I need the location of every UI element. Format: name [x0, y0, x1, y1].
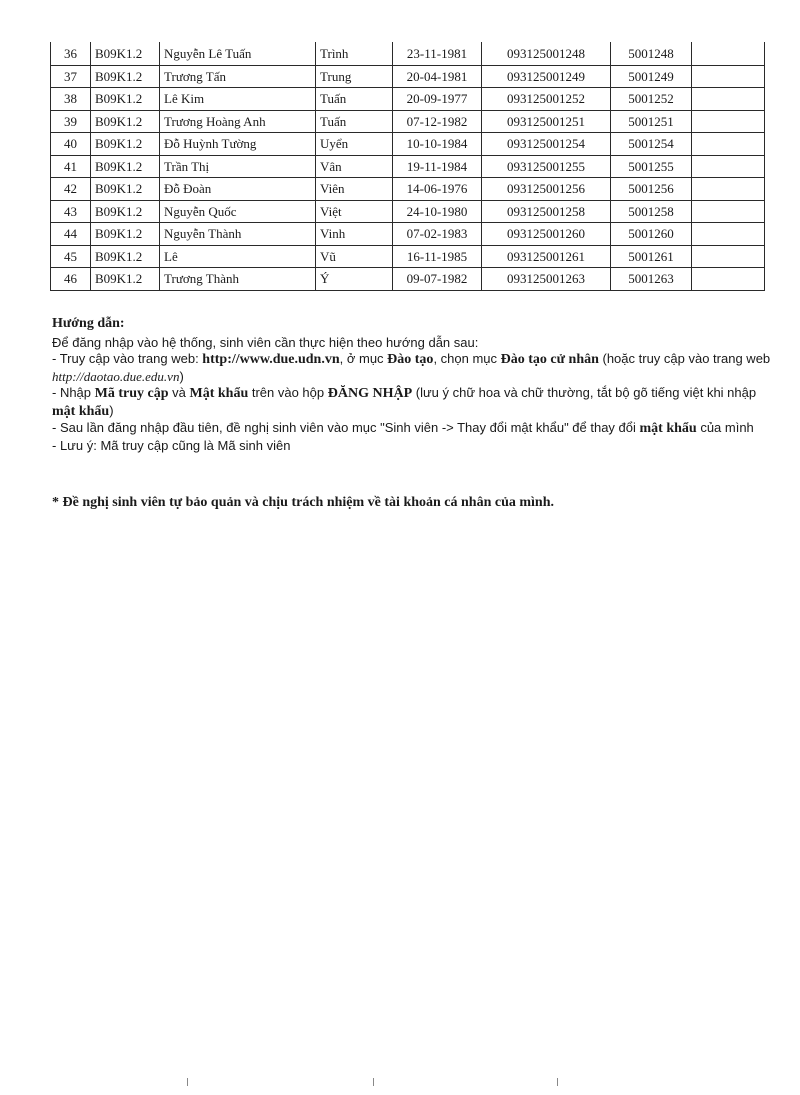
login-box-label: ĐĂNG NHẬP	[327, 386, 413, 401]
password-cell: 5001252	[611, 88, 692, 111]
access-code-cell: 093125001252	[482, 88, 611, 111]
class-code-cell: B09K1.2	[91, 155, 160, 178]
last-middle-name-cell: Nguyễn Thành	[160, 223, 316, 246]
table-row	[51, 110, 765, 133]
scan-mark	[557, 1078, 558, 1086]
step1-text-b: , ở mục	[339, 351, 388, 366]
row-number-cell: 41	[51, 155, 91, 178]
step3-text-a: - Sau lần đăng nhập đầu tiên, đề nghị sinh viên vào mục "Sinh viên -> Thay đổi mật khẩu" để thay đổi	[52, 420, 640, 435]
first-name-cell: Vinh	[316, 223, 393, 246]
step1-text-a: - Truy cập vào trang web:	[52, 351, 203, 366]
table-row	[51, 178, 765, 201]
guide-title: Hướng dẫn:	[52, 316, 125, 331]
step2-text-a: - Nhập	[52, 385, 95, 400]
student-table-body	[51, 43, 765, 291]
last-middle-name-cell: Trương Tấn	[160, 65, 316, 88]
step1-text-e: )	[179, 368, 184, 384]
birth-date-cell: 10-10-1984	[393, 133, 482, 156]
class-code-cell: B09K1.2	[91, 223, 160, 246]
empty-cell-cell	[692, 110, 765, 133]
step1-text-c: , chọn mục	[433, 351, 501, 366]
empty-cell-cell	[692, 155, 765, 178]
access-code-cell: 093125001260	[482, 223, 611, 246]
guide-step-2	[52, 385, 772, 420]
table-row	[51, 65, 765, 88]
step2-text-d: (lưu ý chữ hoa và chữ thường, tắt bộ gõ tiếng việt khi nhập	[412, 385, 757, 400]
birth-date-cell: 16-11-1985	[393, 245, 482, 268]
class-code-cell: B09K1.2	[91, 178, 160, 201]
access-code-cell: 093125001254	[482, 133, 611, 156]
row-number-cell: 45	[51, 245, 91, 268]
class-code-cell: B09K1.2	[91, 88, 160, 111]
empty-cell-cell	[692, 88, 765, 111]
row-number-cell: 43	[51, 200, 91, 223]
row-number-cell: 44	[51, 223, 91, 246]
first-name-cell: Việt	[316, 200, 393, 223]
empty-cell-cell	[692, 133, 765, 156]
first-name-cell: Viên	[316, 178, 393, 201]
empty-cell-cell	[692, 65, 765, 88]
last-middle-name-cell: Trương Hoàng Anh	[160, 110, 316, 133]
class-code-cell: B09K1.2	[91, 245, 160, 268]
menu-dao-tao: Đào tạo	[387, 352, 434, 367]
due-website-link[interactable]: http://www.due.udn.vn	[202, 352, 340, 367]
birth-date-cell: 24-10-1980	[393, 200, 482, 223]
birth-date-cell: 07-02-1983	[393, 223, 482, 246]
row-number-cell: 46	[51, 268, 91, 291]
table-row	[51, 88, 765, 111]
table-row	[51, 223, 765, 246]
last-middle-name-cell: Trương Thành	[160, 268, 316, 291]
empty-cell-cell	[692, 43, 765, 66]
menu-dao-tao-cu-nhan: Đào tạo cử nhân	[500, 352, 599, 367]
access-code-cell: 093125001263	[482, 268, 611, 291]
class-code-cell: B09K1.2	[91, 268, 160, 291]
empty-cell-cell	[692, 200, 765, 223]
last-middle-name-cell: Đỗ Đoàn	[160, 178, 316, 201]
row-number-cell: 38	[51, 88, 91, 111]
row-number-cell: 36	[51, 43, 91, 66]
empty-cell-cell	[692, 178, 765, 201]
daotao-website-link[interactable]: http://daotao.due.edu.vn	[52, 368, 180, 384]
password-cell: 5001263	[611, 268, 692, 291]
class-code-cell: B09K1.2	[91, 43, 160, 66]
birth-date-cell: 07-12-1982	[393, 110, 482, 133]
scan-mark	[373, 1078, 374, 1086]
password-cell: 5001249	[611, 65, 692, 88]
last-middle-name-cell: Trần Thị	[160, 155, 316, 178]
step2-text-b: và	[168, 385, 190, 400]
first-name-cell: Vân	[316, 155, 393, 178]
step1-text-d: (hoặc truy cập vào trang web	[598, 351, 771, 366]
row-number-cell: 42	[51, 178, 91, 201]
last-middle-name-cell: Đỗ Huỳnh Tường	[160, 133, 316, 156]
password-cell: 5001260	[611, 223, 692, 246]
access-code-cell: 093125001255	[482, 155, 611, 178]
class-code-cell: B09K1.2	[91, 110, 160, 133]
class-code-cell: B09K1.2	[91, 200, 160, 223]
password-cell: 5001251	[611, 110, 692, 133]
password-cell: 5001261	[611, 245, 692, 268]
row-number-cell: 39	[51, 110, 91, 133]
last-middle-name-cell: Nguyễn Quốc	[160, 200, 316, 223]
empty-cell-cell	[692, 245, 765, 268]
access-code-cell: 093125001261	[482, 245, 611, 268]
first-name-cell: Ý	[316, 268, 393, 291]
student-account-table	[50, 42, 765, 291]
birth-date-cell: 14-06-1976	[393, 178, 482, 201]
guide-intro: Để đăng nhập vào hệ thống, sinh viên cần thực hiện theo hướng dẫn sau:	[52, 334, 479, 350]
last-middle-name-cell: Lê	[160, 245, 316, 268]
responsibility-note: * Đề nghị sinh viên tự bảo quản và chịu trách nhiệm về tài khoản cá nhân của mình.	[52, 495, 555, 510]
guide-step-1	[52, 351, 772, 385]
birth-date-cell: 09-07-1982	[393, 268, 482, 291]
table-row	[51, 43, 765, 66]
login-guide	[52, 316, 772, 454]
password-cell: 5001255	[611, 155, 692, 178]
empty-cell-cell	[692, 223, 765, 246]
first-name-cell: Tuấn	[316, 110, 393, 133]
access-code-cell: 093125001251	[482, 110, 611, 133]
access-code-cell: 093125001249	[482, 65, 611, 88]
last-middle-name-cell: Nguyễn Lê Tuấn	[160, 43, 316, 66]
birth-date-cell: 20-09-1977	[393, 88, 482, 111]
table-row	[51, 268, 765, 291]
birth-date-cell: 20-04-1981	[393, 65, 482, 88]
last-middle-name-cell: Lê Kim	[160, 88, 316, 111]
table-row	[51, 133, 765, 156]
row-number-cell: 40	[51, 133, 91, 156]
scan-mark	[187, 1078, 188, 1086]
guide-step-3	[52, 420, 772, 438]
first-name-cell: Trung	[316, 65, 393, 88]
first-name-cell: Vũ	[316, 245, 393, 268]
guide-step-4: - Lưu ý: Mã truy cập cũng là Mã sinh viên	[52, 437, 291, 453]
step3-mat-khau: mật khẩu	[639, 421, 697, 436]
table-row	[51, 155, 765, 178]
password-cell: 5001258	[611, 200, 692, 223]
first-name-cell: Trình	[316, 43, 393, 66]
step3-text-b: của mình	[696, 420, 754, 435]
birth-date-cell: 23-11-1981	[393, 43, 482, 66]
access-code-cell: 093125001256	[482, 178, 611, 201]
field-ma-truy-cap: Mã truy cập	[94, 386, 169, 401]
birth-date-cell: 19-11-1984	[393, 155, 482, 178]
step2-text-c: trên vào hộp	[248, 385, 328, 400]
password-cell: 5001254	[611, 133, 692, 156]
first-name-cell: Tuấn	[316, 88, 393, 111]
class-code-cell: B09K1.2	[91, 65, 160, 88]
table-row	[51, 200, 765, 223]
empty-cell-cell	[692, 268, 765, 291]
row-number-cell: 37	[51, 65, 91, 88]
first-name-cell: Uyển	[316, 133, 393, 156]
password-cell: 5001256	[611, 178, 692, 201]
field-mat-khau: Mật khẩu	[189, 386, 249, 401]
table-row	[51, 245, 765, 268]
password-cell: 5001248	[611, 43, 692, 66]
class-code-cell: B09K1.2	[91, 133, 160, 156]
step2-text-e: )	[109, 402, 114, 418]
access-code-cell: 093125001258	[482, 200, 611, 223]
field-mat-khau-note: mật khẩu	[52, 403, 110, 419]
access-code-cell: 093125001248	[482, 43, 611, 66]
